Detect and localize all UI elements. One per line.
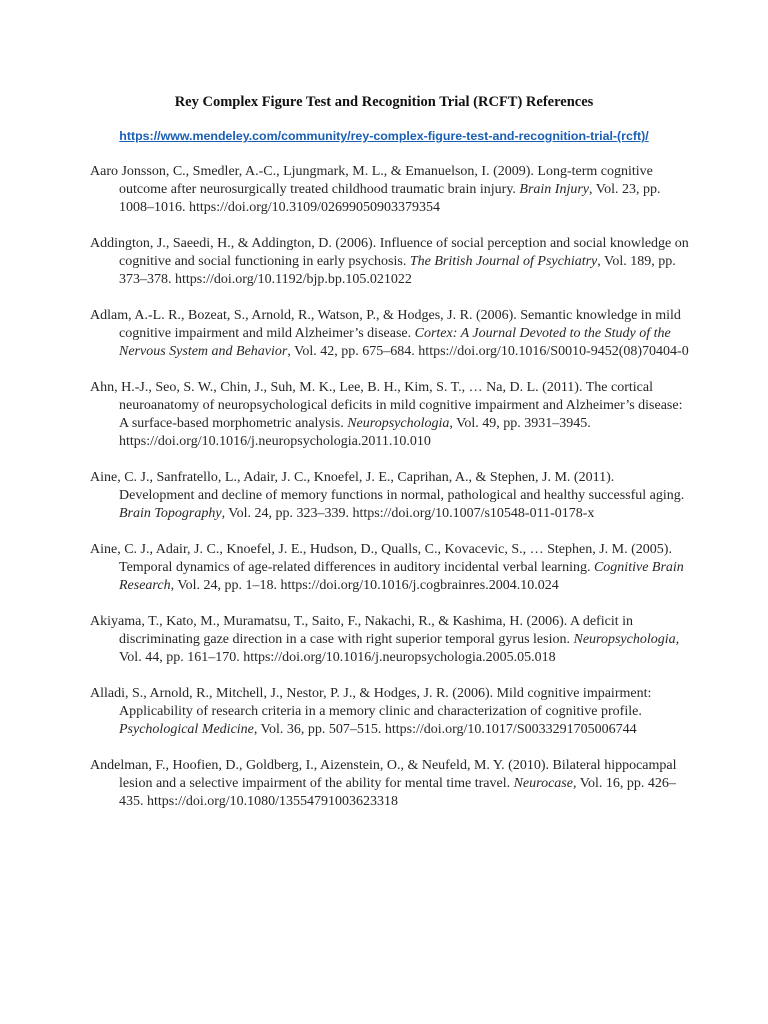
reference-details: , Vol. 36, pp. 507–515. https://doi.org/10.1017/S0033291705006744: [253, 722, 637, 737]
reference-source: Psychological Medicine: [119, 722, 254, 737]
reference-entry: [90, 379, 690, 451]
reference-text: Ahn, H.-J., Seo, S. W., Chin, J., Suh, M. K., Lee, B. H., Kim, S. T., … Na, D. L. (2011). The cortical neuroanatomy of neuropsychological deficits in mild cognitive impairment and Alzheimer’s disease: A surface-based morphometric analysis.: [90, 380, 683, 431]
reference-list: [90, 163, 690, 829]
reference-source: The British Journal of Psychiatry: [409, 254, 598, 269]
reference-text: Aaro Jonsson, C., Smedler, A.-C., Ljungmark, M. L., & Emanuelson, I. (2009). Long-term cognitive outcome after neurosurgically treated childhood traumatic brain injury.: [90, 164, 653, 197]
reference-source: Cognitive Brain Research: [119, 560, 684, 593]
reference-entry: [90, 613, 690, 667]
reference-entry: [90, 757, 690, 811]
reference-details: , Vol. 42, pp. 675–684. https://doi.org/10.1016/S0010-9452(08)70404-0: [287, 344, 689, 359]
reference-source: Brain Injury: [519, 182, 590, 197]
reference-entry: [90, 685, 690, 739]
reference-source: Neuropsychologia: [573, 632, 676, 647]
reference-entry: [90, 235, 690, 289]
reference-source: Neurocase: [513, 776, 573, 791]
reference-text: Adlam, A.-L. R., Bozeat, S., Arnold, R., Watson, P., & Hodges, J. R. (2006). Semantic knowledge in mild cognitive impairment and mild Alzheimer’s disease.: [90, 308, 681, 341]
reference-text: Addington, J., Saeedi, H., & Addington, D. (2006). Influence of social perception and social knowledge on cognitive and social functioning in early psychosis.: [90, 236, 689, 269]
reference-text: Alladi, S., Arnold, R., Mitchell, J., Nestor, P. J., & Hodges, J. R. (2006). Mild cognitive impairment: Applicability of research criteria in a memory clinic and characterization of cognitive profile.: [90, 686, 652, 719]
reference-text: Aine, C. J., Adair, J. C., Knoefel, J. E., Hudson, D., Qualls, C., Kovacevic, S., … Stephen, J. M. (2005). Temporal dynamics of age-related differences in auditory incidental verbal learning.: [90, 542, 672, 575]
reference-entry: [90, 469, 690, 523]
reference-text: Aine, C. J., Sanfratello, L., Adair, J. C., Knoefel, J. E., Caprihan, A., & Stephen, J. M. (2011). Development and decline of memory functions in normal, pathological and healthy successful aging.: [90, 470, 685, 503]
reference-entry: [90, 307, 690, 361]
reference-source: Brain Topography: [119, 506, 222, 521]
reference-details: , Vol. 24, pp. 1–18. https://doi.org/10.1016/j.cogbrainres.2004.10.024: [170, 578, 559, 593]
reference-details: , Vol. 16, pp. 426–435. https://doi.org/10.1080/13554791003623318: [119, 776, 676, 809]
reference-source: Neuropsychologia: [347, 416, 450, 431]
mendeley-link[interactable]: https://www.mendeley.com/community/rey-complex-figure-test-and-recognition-trial-(rcft)/: [119, 129, 649, 143]
reference-entry: [90, 163, 690, 217]
reference-details: , Vol. 24, pp. 323–339. https://doi.org/10.1007/s10548-011-0178-x: [221, 506, 595, 521]
reference-entry: [90, 541, 690, 595]
reference-details: , Vol. 23, pp. 1008–1016. https://doi.org/10.3109/02699050903379354: [119, 182, 661, 215]
reference-text: Andelman, F., Hoofien, D., Goldberg, I., Aizenstein, O., & Neufeld, M. Y. (2010). Bilateral hippocampal lesion and a selective impairment of the ability for mental time travel.: [90, 758, 677, 791]
page-title: Rey Complex Figure Test and Recognition Trial (RCFT) References: [174, 94, 594, 110]
reference-details: , Vol. 49, pp. 3931–3945. https://doi.org/10.1016/j.neuropsychologia.2011.10.010: [119, 416, 591, 449]
reference-source: Cortex: A Journal Devoted to the Study of the Nervous System and Behavior: [119, 326, 671, 359]
reference-details: , Vol. 44, pp. 161–170. https://doi.org/10.1016/j.neuropsychologia.2005.05.018: [119, 632, 680, 665]
reference-text: Akiyama, T., Kato, M., Muramatsu, T., Saito, F., Nakachi, R., & Kashima, H. (2006). A deficit in discriminating gaze direction in a case with right superior temporal gyrus lesion.: [90, 614, 633, 647]
reference-details: , Vol. 189, pp. 373–378. https://doi.org/10.1192/bjp.bp.105.021022: [119, 254, 676, 287]
